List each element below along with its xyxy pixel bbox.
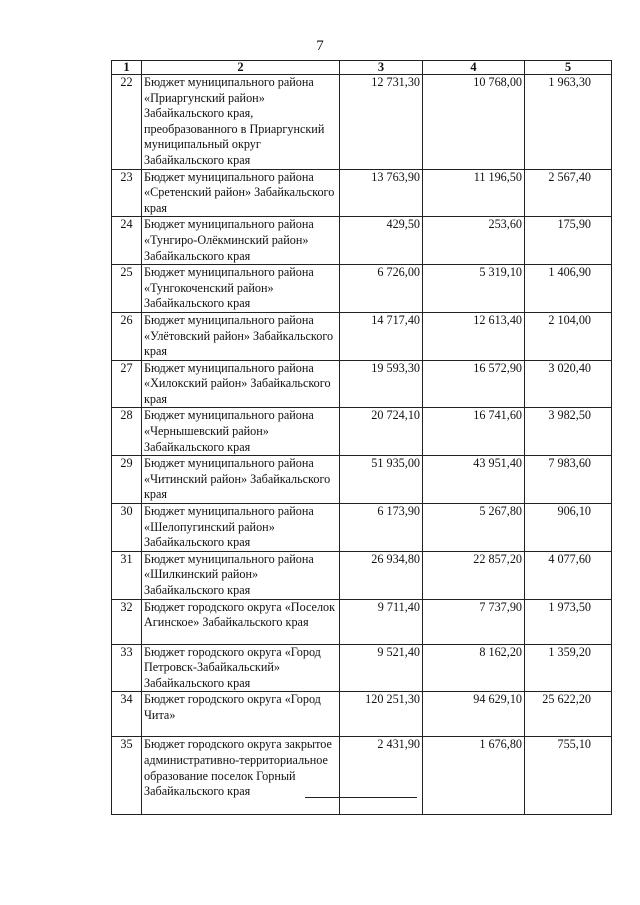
value-col-4: 94 629,10 bbox=[423, 692, 525, 737]
value-col-5: 2 104,00 bbox=[525, 312, 612, 360]
value-col-3: 13 763,90 bbox=[340, 169, 423, 217]
value-col-3: 429,50 bbox=[340, 217, 423, 265]
table-row bbox=[112, 217, 612, 265]
value-col-3: 2 431,90 bbox=[340, 737, 423, 815]
row-number: 35 bbox=[112, 737, 142, 815]
value-col-3: 6 173,90 bbox=[340, 504, 423, 552]
value-col-5: 175,90 bbox=[525, 217, 612, 265]
value-col-4: 5 319,10 bbox=[423, 265, 525, 313]
budget-name: Бюджет муниципального района «Тунгиро-Олёкминский район» Забайкальского края bbox=[142, 217, 340, 265]
column-header-5: 5 bbox=[525, 61, 612, 75]
value-col-4: 43 951,40 bbox=[423, 456, 525, 504]
table-row bbox=[112, 551, 612, 599]
value-col-4: 16 741,60 bbox=[423, 408, 525, 456]
value-col-5: 1 359,20 bbox=[525, 644, 612, 692]
table-row bbox=[112, 312, 612, 360]
budget-name: Бюджет муниципального района «Хилокский район» Забайкальского края bbox=[142, 360, 340, 408]
value-col-5: 1 963,30 bbox=[525, 75, 612, 170]
table-row bbox=[112, 644, 612, 692]
budget-name: Бюджет муниципального района «Сретенский район» Забайкальского края bbox=[142, 169, 340, 217]
value-col-3: 14 717,40 bbox=[340, 312, 423, 360]
table-row bbox=[112, 456, 612, 504]
table-row bbox=[112, 75, 612, 170]
budget-name: Бюджет муниципального района «Приаргунский район» Забайкальского края, преобразованного в Приаргунский муниципальный округ Забайкальского края bbox=[142, 75, 340, 170]
budget-name: Бюджет городского округа «Город Петровск-Забайкальский» Забайкальского края bbox=[142, 644, 340, 692]
value-col-4: 1 676,80 bbox=[423, 737, 525, 815]
row-number: 26 bbox=[112, 312, 142, 360]
row-number: 27 bbox=[112, 360, 142, 408]
value-col-3: 12 731,30 bbox=[340, 75, 423, 170]
row-number: 29 bbox=[112, 456, 142, 504]
budget-name: Бюджет городского округа «Город Чита» bbox=[142, 692, 340, 737]
value-col-4: 22 857,20 bbox=[423, 551, 525, 599]
table-row bbox=[112, 169, 612, 217]
budget-name: Бюджет муниципального района «Тунгокоченский район» Забайкальского края bbox=[142, 265, 340, 313]
table-row bbox=[112, 692, 612, 737]
value-col-4: 12 613,40 bbox=[423, 312, 525, 360]
value-col-5: 2 567,40 bbox=[525, 169, 612, 217]
budget-name: Бюджет муниципального района «Шелопугинский район» Забайкальского края bbox=[142, 504, 340, 552]
value-col-3: 20 724,10 bbox=[340, 408, 423, 456]
row-number: 28 bbox=[112, 408, 142, 456]
row-number: 34 bbox=[112, 692, 142, 737]
table-row bbox=[112, 504, 612, 552]
value-col-5: 1 406,90 bbox=[525, 265, 612, 313]
table-row bbox=[112, 737, 612, 815]
value-col-3: 19 593,30 bbox=[340, 360, 423, 408]
value-col-5: 906,10 bbox=[525, 504, 612, 552]
budget-name: Бюджет городского округа «Поселок Агинское» Забайкальского края bbox=[142, 599, 340, 644]
value-col-4: 16 572,90 bbox=[423, 360, 525, 408]
column-header-1: 1 bbox=[112, 61, 142, 75]
table-header-row bbox=[112, 61, 612, 75]
row-number: 30 bbox=[112, 504, 142, 552]
value-col-3: 9 711,40 bbox=[340, 599, 423, 644]
row-number: 33 bbox=[112, 644, 142, 692]
budget-name: Бюджет городского округа закрытое административно-территориальное образование поселок Горный Забайкальского края bbox=[142, 737, 340, 815]
budget-name: Бюджет муниципального района «Шилкинский район» Забайкальского края bbox=[142, 551, 340, 599]
table-row bbox=[112, 599, 612, 644]
value-col-4: 11 196,50 bbox=[423, 169, 525, 217]
column-header-3: 3 bbox=[340, 61, 423, 75]
table-row bbox=[112, 360, 612, 408]
value-col-3: 120 251,30 bbox=[340, 692, 423, 737]
value-col-4: 8 162,20 bbox=[423, 644, 525, 692]
value-col-4: 5 267,80 bbox=[423, 504, 525, 552]
value-col-3: 51 935,00 bbox=[340, 456, 423, 504]
row-number: 24 bbox=[112, 217, 142, 265]
value-col-3: 9 521,40 bbox=[340, 644, 423, 692]
value-col-5: 25 622,20 bbox=[525, 692, 612, 737]
budget-name: Бюджет муниципального района «Улётовский район» Забайкальского края bbox=[142, 312, 340, 360]
value-col-4: 253,60 bbox=[423, 217, 525, 265]
column-header-2: 2 bbox=[142, 61, 340, 75]
value-col-5: 3 982,50 bbox=[525, 408, 612, 456]
value-col-5: 7 983,60 bbox=[525, 456, 612, 504]
budget-name: Бюджет муниципального района «Чернышевский район» Забайкальского края bbox=[142, 408, 340, 456]
value-col-5: 4 077,60 bbox=[525, 551, 612, 599]
row-number: 32 bbox=[112, 599, 142, 644]
value-col-3: 26 934,80 bbox=[340, 551, 423, 599]
budget-name: Бюджет муниципального района «Читинский район» Забайкальского края bbox=[142, 456, 340, 504]
budget-distribution-table bbox=[111, 60, 612, 815]
value-col-4: 10 768,00 bbox=[423, 75, 525, 170]
row-number: 22 bbox=[112, 75, 142, 170]
value-col-3: 6 726,00 bbox=[340, 265, 423, 313]
end-of-document-rule bbox=[305, 797, 417, 798]
table-row bbox=[112, 265, 612, 313]
value-col-4: 7 737,90 bbox=[423, 599, 525, 644]
value-col-5: 1 973,50 bbox=[525, 599, 612, 644]
table-row bbox=[112, 408, 612, 456]
value-col-5: 755,10 bbox=[525, 737, 612, 815]
row-number: 23 bbox=[112, 169, 142, 217]
row-number: 25 bbox=[112, 265, 142, 313]
page-number: 7 bbox=[316, 38, 324, 54]
column-header-4: 4 bbox=[423, 61, 525, 75]
row-number: 31 bbox=[112, 551, 142, 599]
value-col-5: 3 020,40 bbox=[525, 360, 612, 408]
